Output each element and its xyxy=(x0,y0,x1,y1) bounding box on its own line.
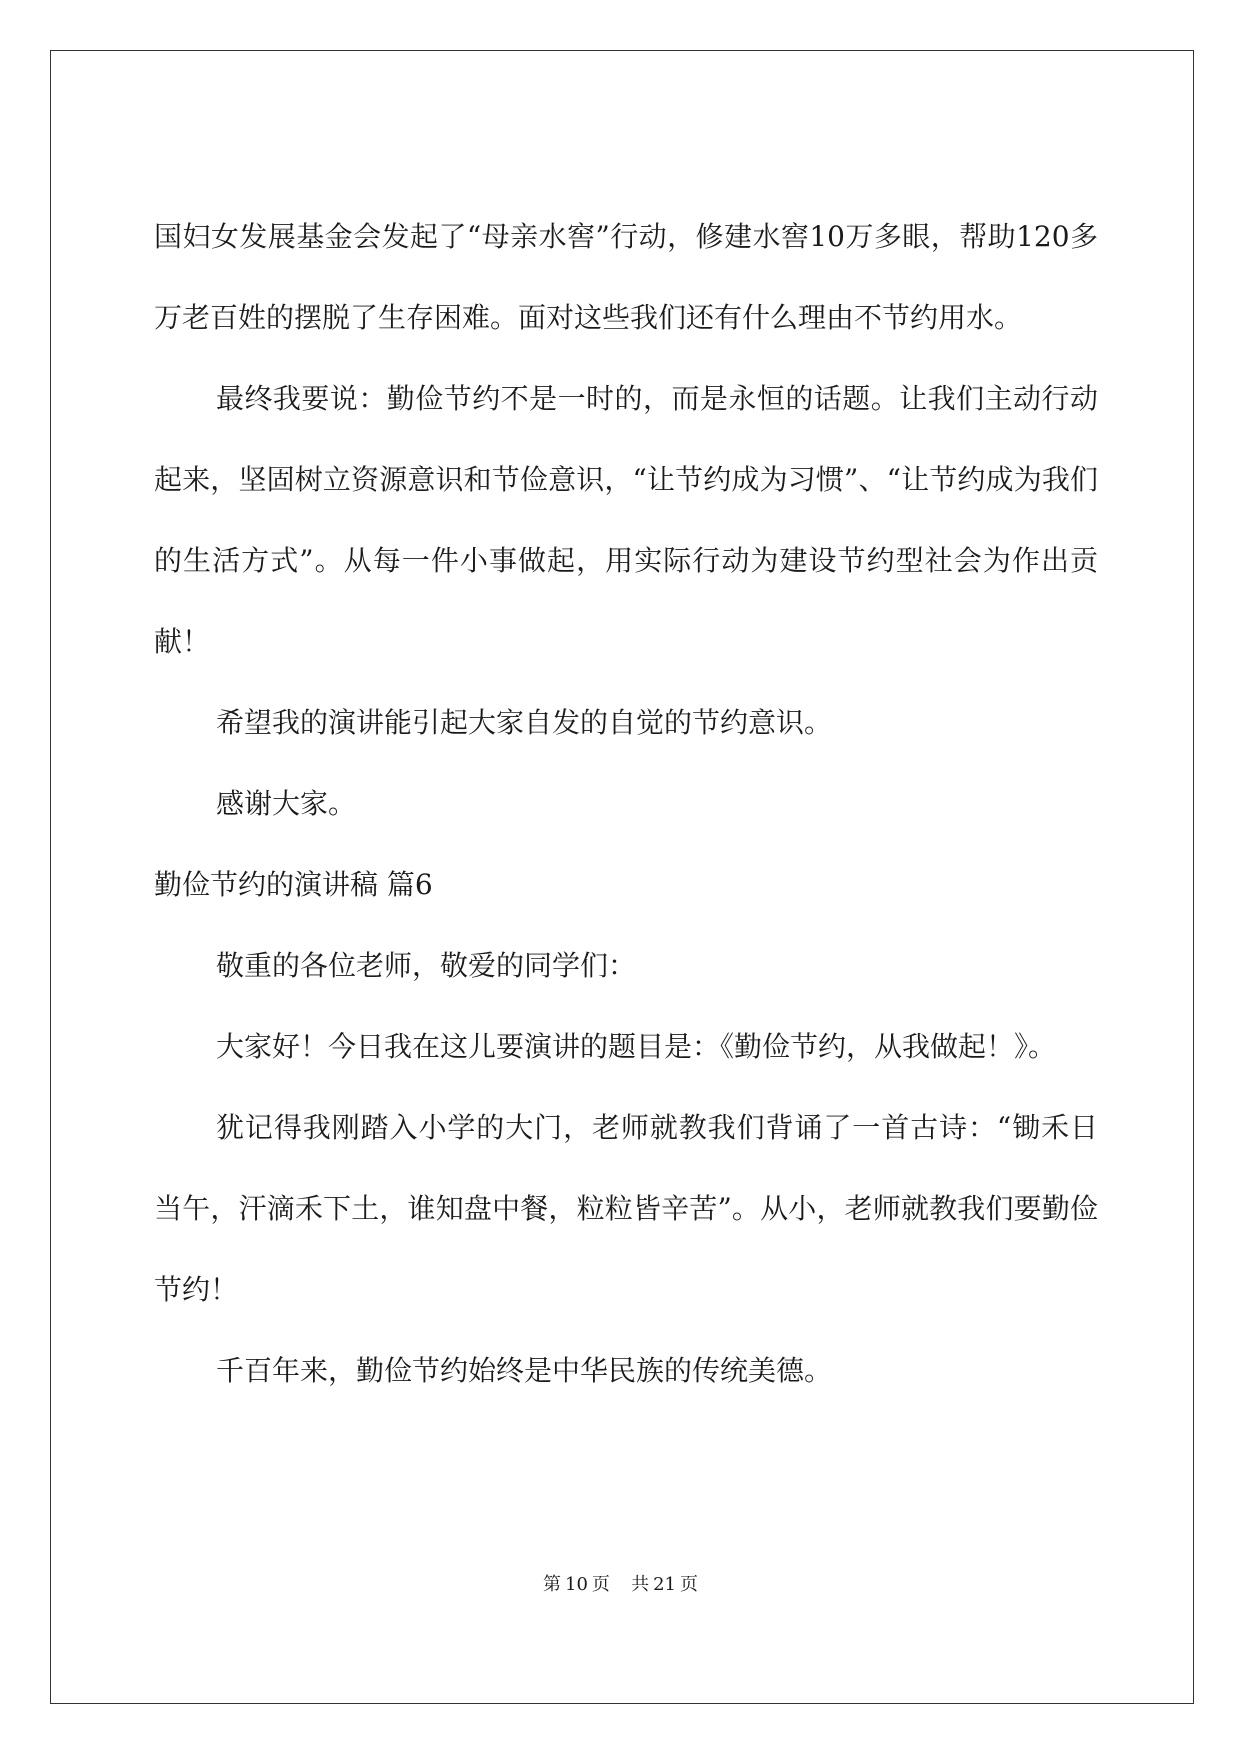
footer-current-page: 10 xyxy=(565,1574,588,1595)
paragraph-9: 千百年来，勤俭节约始终是中华民族的传统美德。 xyxy=(216,1354,833,1387)
paragraph-3: 希望我的演讲能引起大家自发的自觉的节约意识。 xyxy=(216,706,833,739)
section-heading: 勤俭节约的演讲稿 篇6 xyxy=(154,868,433,901)
footer-total-pages: 21 xyxy=(653,1574,676,1595)
footer-page-prefix: 第 xyxy=(543,1574,561,1595)
document-body xyxy=(154,196,1098,1411)
paragraph-7: 大家好！今日我在这儿要演讲的题目是：《勤俭节约，从我做起！》。 xyxy=(216,1030,1057,1063)
footer-page-mid: 页 xyxy=(591,1574,610,1595)
page-footer xyxy=(0,1570,1241,1596)
footer-total-prefix: 共 xyxy=(631,1574,650,1595)
paragraph-8: 犹记得我刚踏入小学的大门，老师就教我们背诵了一首古诗：“锄禾日当午，汗滴禾下土，谁知盘中餐，粒粒皆辛苦”。从小，老师就教我们要勤俭节约！ xyxy=(154,1111,1098,1306)
page-frame xyxy=(50,50,1194,1704)
paragraph-6: 敬重的各位老师，敬爱的同学们： xyxy=(216,949,637,982)
paragraph-1: 国妇女发展基金会发起了“母亲水窖”行动，修建水窖10万多眼，帮助120多万老百姓的摆脱了生存困难。面对这些我们还有什么理由不节约用水。 xyxy=(154,220,1098,334)
paragraph-2: 最终我要说：勤俭节约不是一时的，而是永恒的话题。让我们主动行动起来，坚固树立资源意识和节俭意识，“让节约成为习惯”、“让节约成为我们的生活方式”。从每一件小事做起，用实际行动为建设节约型社会为作出贡献！ xyxy=(154,382,1098,658)
footer-page-suffix: 页 xyxy=(679,1574,698,1595)
paragraph-4: 感谢大家。 xyxy=(216,787,357,820)
